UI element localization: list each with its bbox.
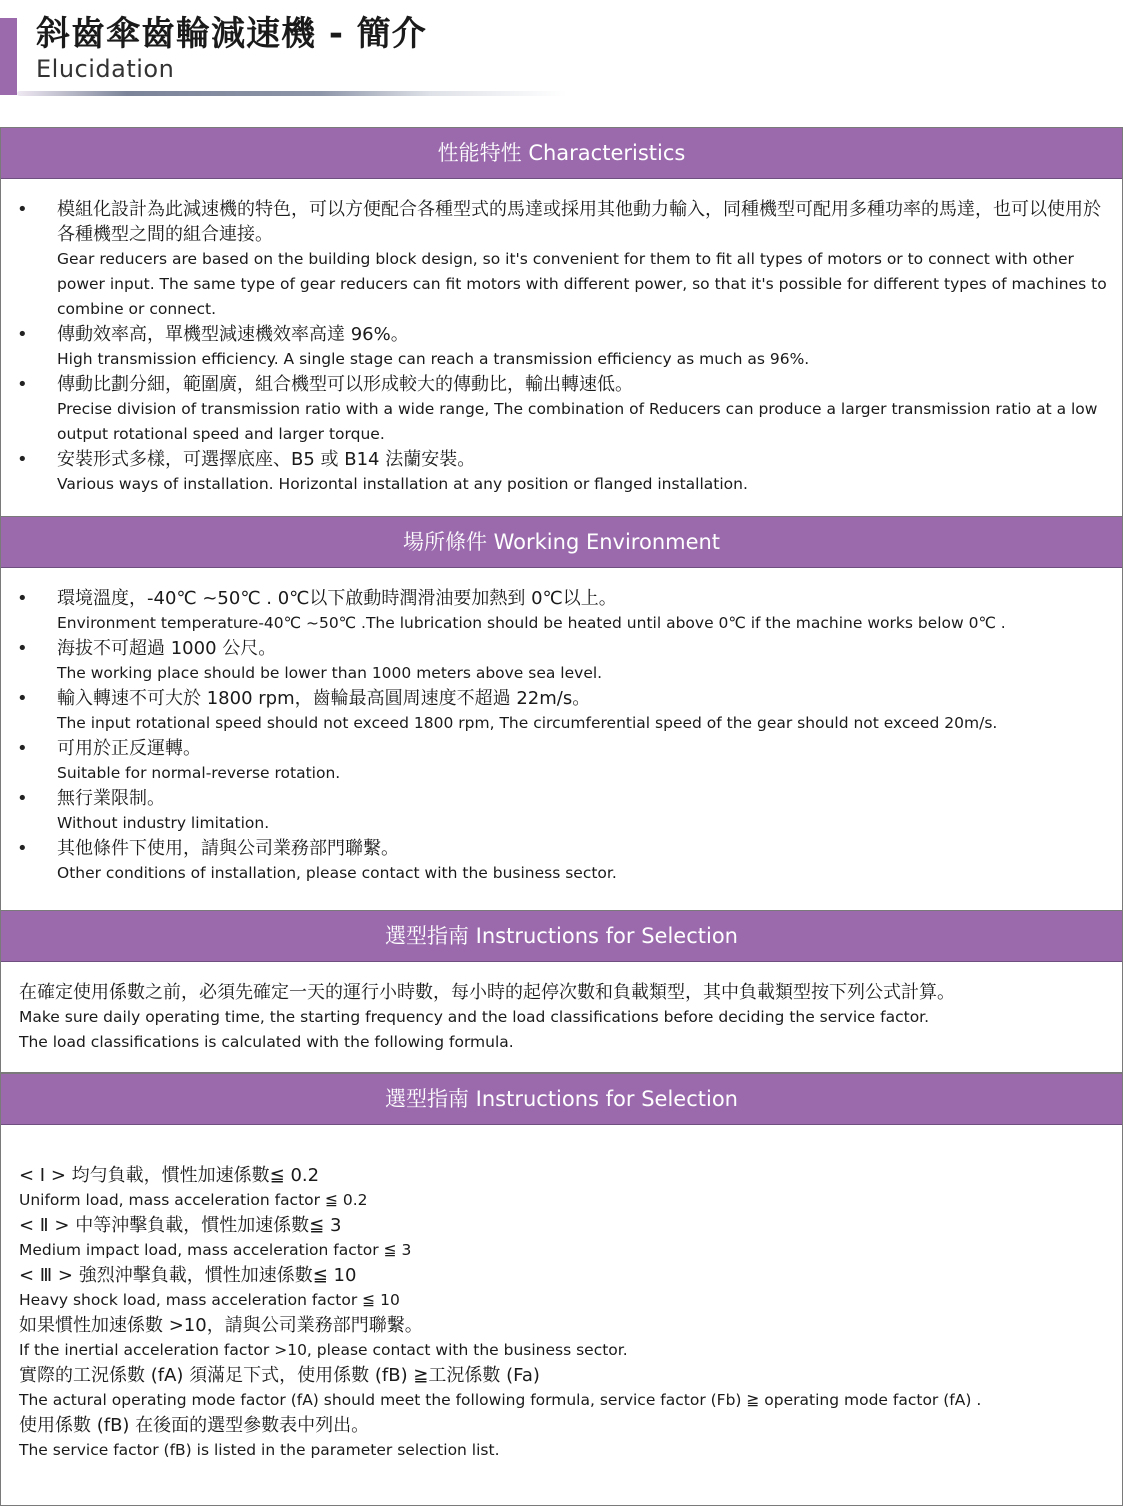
list-item — [1, 736, 1108, 786]
para-line-en: If the inertial acceleration factor >10, please contact with the business sector. — [19, 1341, 628, 1359]
item-text-en: The input rotational speed should not exceed 1800 rpm, The circumferential speed of the gear should not exceed 20m/s. — [57, 714, 998, 732]
bullet-list — [1, 568, 1122, 886]
section-title: 場所條件 Working Environment — [1, 517, 1122, 568]
page-title: 斜齒傘齒輪減速機 - 簡介 — [36, 14, 427, 54]
para-line-en: Heavy shock load, mass acceleration factor ≦ 10 — [19, 1291, 400, 1309]
page-header — [0, 0, 1126, 110]
para-line-en: The service factor (fB) is listed in the parameter selection list. — [19, 1441, 500, 1459]
section-selection-load-classes — [0, 1073, 1123, 1506]
item-text-zh: 其他條件下使用，請與公司業務部門聯繫。 — [57, 838, 399, 859]
para-line-zh: < Ⅲ > 強烈沖擊負載，慣性加速係數≦ 10 — [19, 1265, 357, 1286]
bullet-icon: • — [17, 688, 28, 709]
item-text-zh: 海拔不可超過 1000 公尺。 — [57, 638, 277, 659]
item-text-zh: 傳動效率高，單機型減速機效率高達 96%。 — [57, 324, 409, 345]
item-text-zh: 傳動比劃分細，範圍廣，組合機型可以形成較大的傳動比，輸出轉速低。 — [57, 374, 633, 395]
para-line-zh: 如果慣性加速係數 >10，請與公司業務部門聯繫。 — [19, 1315, 423, 1336]
section-selection-intro — [0, 910, 1123, 1073]
para-line-en: Make sure daily operating time, the starting frequency and the load classifications before deciding the service factor. — [19, 1008, 930, 1026]
item-text-en: Precise division of transmission ratio with a wide range, The combination of Reducers can produce a larger transmission ratio at a low output rotational speed and larger torque. — [57, 400, 1098, 443]
section-characteristics — [0, 127, 1123, 518]
item-text-zh: 輸入轉速不可大於 1800 rpm，齒輪最高圓周速度不超過 22m/s。 — [57, 688, 591, 709]
page-subtitle: Elucidation — [36, 55, 175, 83]
list-item — [1, 686, 1108, 736]
section-working-environment — [0, 516, 1123, 912]
header-divider — [17, 91, 567, 96]
para-line-en: The load classifications is calculated with the following formula. — [19, 1033, 514, 1051]
item-text-zh: 安裝形式多樣，可選擇底座、B5 或 B14 法蘭安裝。 — [57, 449, 476, 470]
bullet-list — [1, 179, 1122, 497]
para-line-zh: 在確定使用係數之前，必須先確定一天的運行小時數，每小時的起停次數和負載類型，其中負載類型按下列公式計算。 — [19, 982, 955, 1003]
item-text-zh: 模組化設計為此減速機的特色，可以方便配合各種型式的馬達或採用其他動力輸入，同種機型可配用多種功率的馬達，也可以使用於各種機型之間的組合連接。 — [57, 199, 1101, 245]
bullet-icon: • — [17, 199, 28, 220]
item-text-en: Other conditions of installation, please contact with the business sector. — [57, 864, 617, 882]
bullet-icon: • — [17, 449, 28, 470]
bullet-icon: • — [17, 374, 28, 395]
bullet-icon: • — [17, 838, 28, 859]
section-title: 選型指南 Instructions for Selection — [1, 911, 1122, 962]
list-item — [1, 197, 1108, 322]
para-line-en: Uniform load, mass acceleration factor ≦ 0.2 — [19, 1191, 368, 1209]
list-item — [1, 586, 1108, 636]
list-item — [1, 786, 1108, 836]
para-line-zh: < Ⅱ > 中等沖擊負載，慣性加速係數≦ 3 — [19, 1215, 342, 1236]
para-line-zh: < Ⅰ > 均勻負載，慣性加速係數≦ 0.2 — [19, 1165, 320, 1186]
bullet-icon: • — [17, 324, 28, 345]
item-text-en: The working place should be lower than 1000 meters above sea level. — [57, 664, 603, 682]
list-item — [1, 322, 1108, 372]
para-line-zh: 實際的工況係數 (fA) 須滿足下式，使用係數 (fB) ≧工況係數 (Fa) — [19, 1365, 540, 1386]
item-text-zh: 可用於正反運轉。 — [57, 738, 201, 759]
item-text-en: Suitable for normal-reverse rotation. — [57, 764, 341, 782]
section-body — [1, 568, 1122, 886]
item-text-en: Gear reducers are based on the building block design, so it's convenient for them to fit all types of motors or to connect with other power input. The same type of gear reducers can fit motors with different power, so that it's possible for different types of machines to combine or connect. — [57, 250, 1107, 318]
section-body — [1, 1125, 1122, 1463]
para-line-zh: 使用係數 (fB) 在後面的選型參數表中列出。 — [19, 1415, 370, 1436]
bullet-icon: • — [17, 588, 28, 609]
bullet-icon: • — [17, 738, 28, 759]
bullet-icon: • — [17, 638, 28, 659]
section-title: 選型指南 Instructions for Selection — [1, 1074, 1122, 1125]
item-text-en: Environment temperature-40℃ ~50℃ .The lubrication should be heated until above 0℃ if the machine works below 0℃ . — [57, 614, 1006, 632]
list-item — [1, 836, 1108, 886]
header-accent-bar — [0, 18, 17, 95]
item-text-zh: 無行業限制。 — [57, 788, 165, 809]
list-item — [1, 447, 1108, 497]
section-body — [1, 179, 1122, 497]
list-item — [1, 636, 1108, 686]
para-line-en: Medium impact load, mass acceleration factor ≦ 3 — [19, 1241, 412, 1259]
section-title: 性能特性 Characteristics — [1, 128, 1122, 179]
list-item — [1, 372, 1108, 447]
item-text-en: High transmission efficiency. A single stage can reach a transmission efficiency as much as 96%. — [57, 350, 810, 368]
bullet-icon: • — [17, 788, 28, 809]
para-line-en: The actural operating mode factor (fA) should meet the following formula, service factor (Fb) ≧ operating mode factor (fA) . — [19, 1391, 982, 1409]
section-body — [1, 962, 1122, 1055]
item-text-en: Various ways of installation. Horizontal installation at any position or flanged installation. — [57, 475, 748, 493]
item-text-en: Without industry limitation. — [57, 814, 270, 832]
item-text-zh: 環境溫度，-40℃ ~50℃ . 0℃以下啟動時潤滑油要加熱到 0℃以上。 — [57, 588, 617, 609]
